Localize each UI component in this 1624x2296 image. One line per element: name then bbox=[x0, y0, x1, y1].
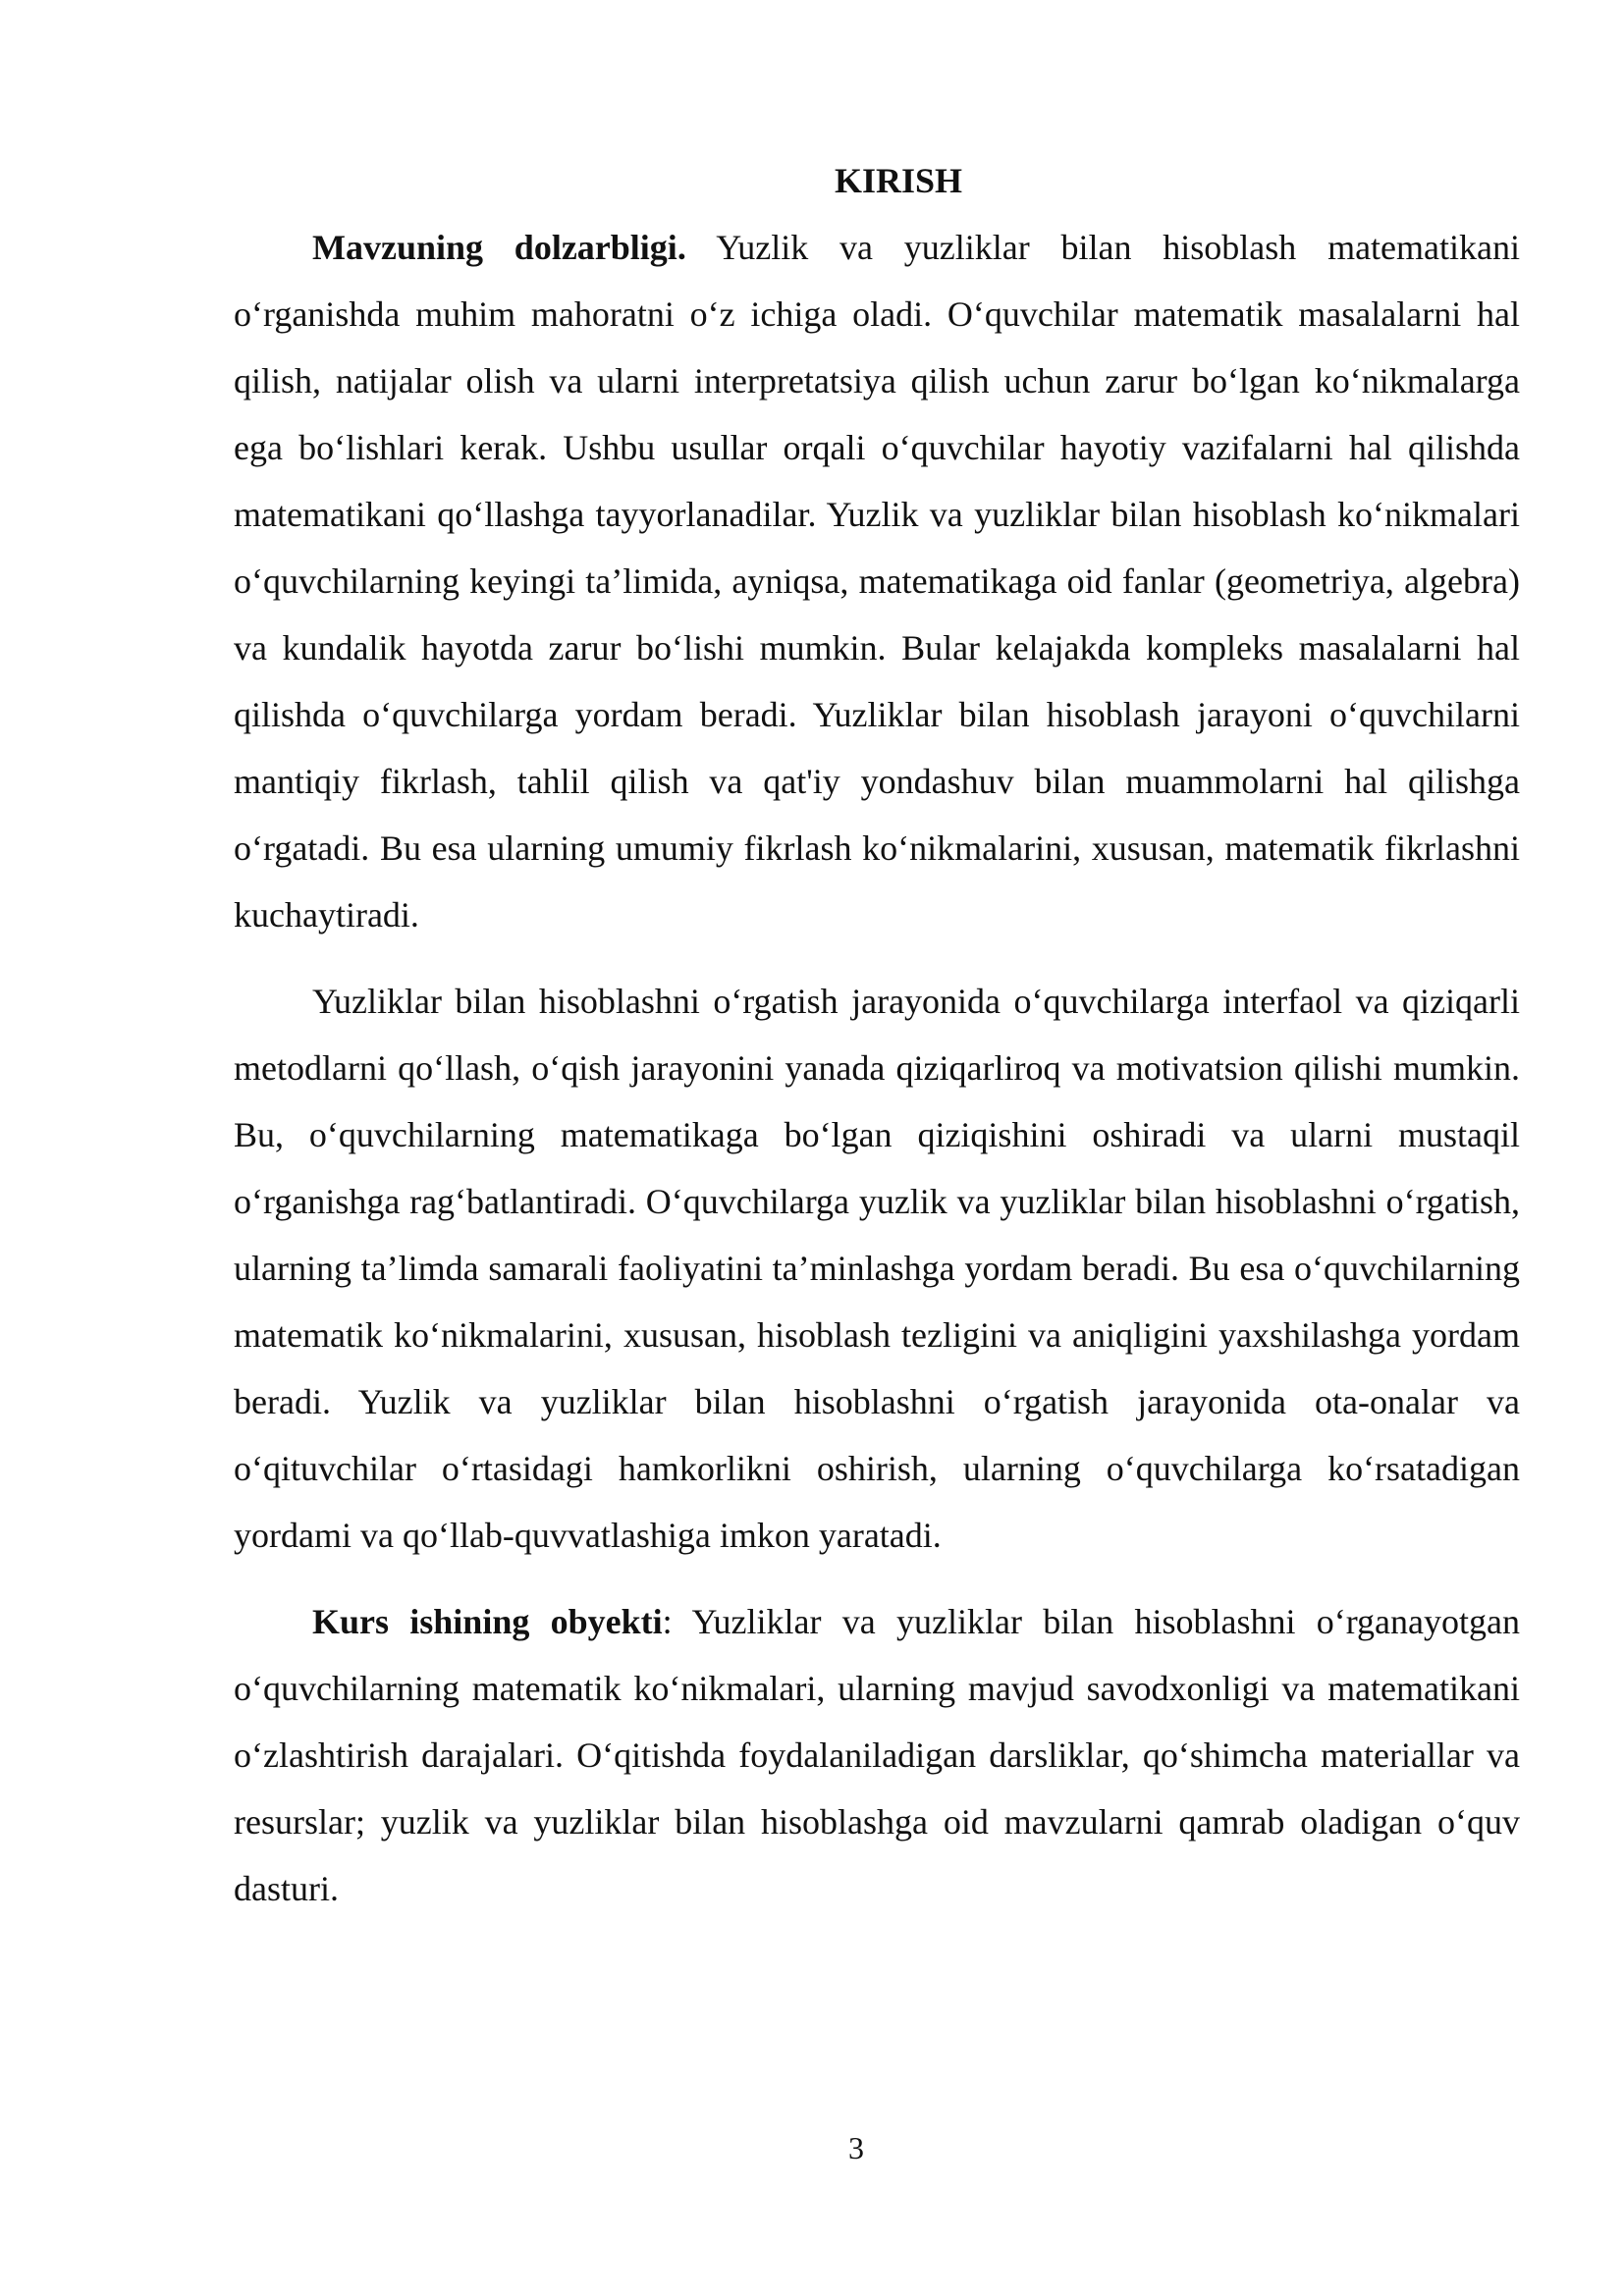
paragraph-methods bbox=[234, 968, 1520, 1569]
section-title: KIRISH bbox=[834, 161, 963, 200]
paragraph-lead: Kurs ishining obyekti bbox=[312, 1602, 663, 1641]
paragraph-object bbox=[234, 1588, 1520, 1922]
paragraph-text: Yuzlik va yuzliklar bilan hisoblash matematikani o‘rganishda muhim mahoratni o‘z ichiga oladi. O‘quvchilar matematik masalalarni hal qilish, natijalar olish va ularni interpretatsiya qilish uchun zarur bo‘lgan ko‘nikmalarga ega bo‘lishlari kerak. Ushbu usullar orqali o‘quvchilar hayotiy vazifalarni hal qilishda matematikani qo‘llashga tayyorlanadilar. Yuzlik va yuzliklar bilan hisoblash ko‘nikmalari o‘quvchilarning keyingi ta’limida, ayniqsa, matematikaga oid fanlar (geometriya, algebra) va kundalik hayotda zarur bo‘lishi mumkin. Bular kelajakda kompleks masalalarni hal qilishda o‘quvchilarga yordam beradi. Yuzliklar bilan hisoblash jarayoni o‘quvchilarni mantiqiy fikrlash, tahlil qilish va qat'iy yondashuv bilan muammolarni hal qilishga o‘rgatadi. Bu esa ularning umumiy fikrlash ko‘nikmalarini, xususan, matematik fikrlashni kuchaytiradi. bbox=[234, 228, 1520, 934]
page-number: 3 bbox=[848, 2130, 864, 2165]
document-page bbox=[234, 147, 1520, 1922]
paragraph-text: : Yuzliklar va yuzliklar bilan hisoblashni o‘rganayotgan o‘quvchilarning matematik ko‘nikmalari, ularning mavjud savodxonligi va matematikani o‘zlashtirish darajalari. O‘qitishda foydalaniladigan darsliklar, qo‘shimcha materiallar va resurslar; yuzlik va yuzliklar bilan hisoblashga oid mavzularni qamrab oladigan o‘quv dasturi. bbox=[234, 1602, 1520, 1908]
paragraph-lead: Mavzuning dolzarbligi. bbox=[312, 228, 686, 267]
paragraph-relevance bbox=[234, 214, 1520, 948]
paragraph-text: Yuzliklar bilan hisoblashni o‘rgatish jarayonida o‘quvchilarga interfaol va qiziqarli metodlarni qo‘llash, o‘qish jarayonini yanada qiziqarliroq va motivatsion qilishi mumkin. Bu, o‘quvchilarning matematikaga bo‘lgan qiziqishini oshiradi va ularni mustaqil o‘rganishga rag‘batlantiradi. O‘quvchilarga yuzlik va yuzliklar bilan hisoblashni o‘rgatish, ularning ta’limda samarali faoliyatini ta’minlashga yordam beradi. Bu esa o‘quvchilarning matematik ko‘nikmalarini, xususan, hisoblash tezligini va aniqligini yaxshilashga yordam beradi. Yuzlik va yuzliklar bilan hisoblashni o‘rgatish jarayonida ota-onalar va o‘qituvchilar o‘rtasidagi hamkorlikni oshirish, ularning o‘quvchilarga ko‘rsatadigan yordami va qo‘llab-quvvatlashiga imkon yaratadi. bbox=[234, 982, 1520, 1555]
